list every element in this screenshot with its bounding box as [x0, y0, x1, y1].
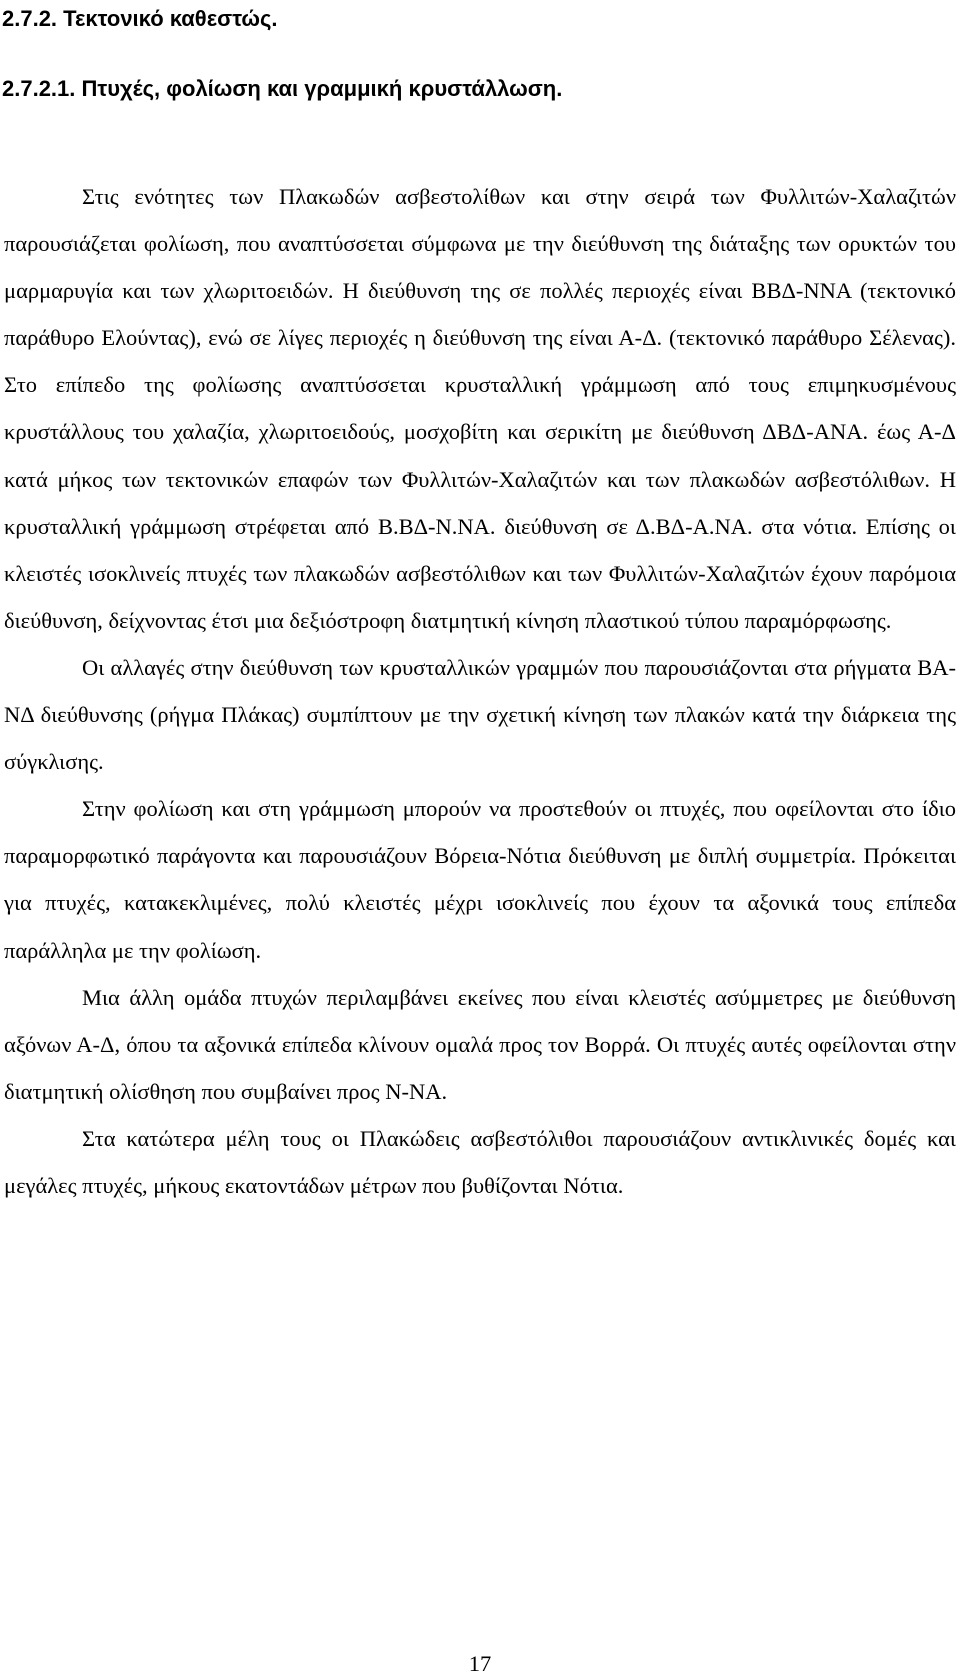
- paragraph-anticlinal-structures: Στα κατώτερα μέλη τους οι Πλακώδεις ασβεστόλιθοι παρουσιάζουν αντικλινικές δομές και μεγάλες πτυχές, μήκους εκατοντάδων μέτρων που βυθίζονται Νότια.: [4, 1125, 956, 1198]
- page-number: 17: [468, 1651, 492, 1676]
- section-heading: 2.7.2. Τεκτονικό καθεστώς.: [2, 6, 278, 31]
- subsection-heading: 2.7.2.1. Πτυχές, φολίωση και γραμμική κρυστάλλωση.: [2, 76, 563, 101]
- body-text: [4, 173, 956, 1209]
- paragraph-foliation-lineation: Στις ενότητες των Πλακωδών ασβεστολίθων και στην σειρά των Φυλλιτών-Χαλαζιτών παρουσιάζεται φολίωση, που αναπτύσσεται σύμφωνα με την διεύθυνση της διάταξης των ορυκτών του μαρμαρυγία και των χλωριτοειδών. Η διεύθυνση της σε πολλές περιοχές είναι ΒΒΔ-ΝΝΑ (τεκτονικό παράθυρο Ελούντας), ενώ σε λίγες περιοχές η διεύθυνση της είναι Α-Δ. (τεκτονικό παράθυρο Σέλενας). Στο επίπεδο της φολίωσης αναπτύσσεται κρυσταλλική γράμμωση από τους επιμηκυσμένους κρυστάλλους του χαλαζία, χλωριτοειδούς, μοσχοβίτη και σερικίτη με διεύθυνση ΔΒΔ-ΑΝΑ. έως Α-Δ κατά μήκος των τεκτονικών επαφών των Φυλλιτών-Χαλαζιτών και των πλακωδών ασβεστόλιθων. Η κρυσταλλική γράμμωση στρέφεται από Β.ΒΔ-Ν.ΝΑ. διεύθυνση σε Δ.ΒΔ-Α.ΝΑ. στα νότια. Επίσης οι κλειστές ισοκλινείς πτυχές των πλακωδών ασβεστόλιθων και των Φυλλιτών-Χαλαζιτών έχουν παρόμοια διεύθυνση, δείχνοντας έτσι μια δεξιόστροφη διατμητική κίνηση πλαστικού τύπου παραμόρφωσης.: [4, 184, 956, 633]
- paragraph-folds-north-south: Στην φολίωση και στη γράμμωση μπορούν να προστεθούν οι πτυχές, που οφείλονται στο ίδιο παραμορφωτικό παράγοντα και παρουσιάζουν Βόρεια-Νότια διεύθυνση με διπλή συμμετρία. Πρόκειται για πτυχές, κατακεκλιμένες, πολύ κλειστές μέχρι ισοκλινείς που έχουν τα αξονικά τους επίπεδα παράλληλα με την φολίωση.: [4, 796, 956, 963]
- paragraph-asymmetric-folds: Μια άλλη ομάδα πτυχών περιλαμβάνει εκείνες που είναι κλειστές ασύμμετρες με διεύθυνση αξόνων Α-Δ, όπου τα αξονικά επίπεδα κλίνουν ομαλά προς τον Βορρά. Οι πτυχές αυτές οφείλονται στην διατμητική ολίσθηση που συμβαίνει προς Ν-ΝΑ.: [4, 984, 956, 1104]
- paragraph-lineation-changes: Οι αλλαγές στην διεύθυνση των κρυσταλλικών γραμμών που παρουσιάζονται στα ρήγματα ΒΑ-ΝΔ διεύθυνσης (ρήγμα Πλάκας) συμπίπτουν με την σχετική κίνηση των πλακών κατά την διάρκεια της σύγκλισης.: [4, 654, 956, 775]
